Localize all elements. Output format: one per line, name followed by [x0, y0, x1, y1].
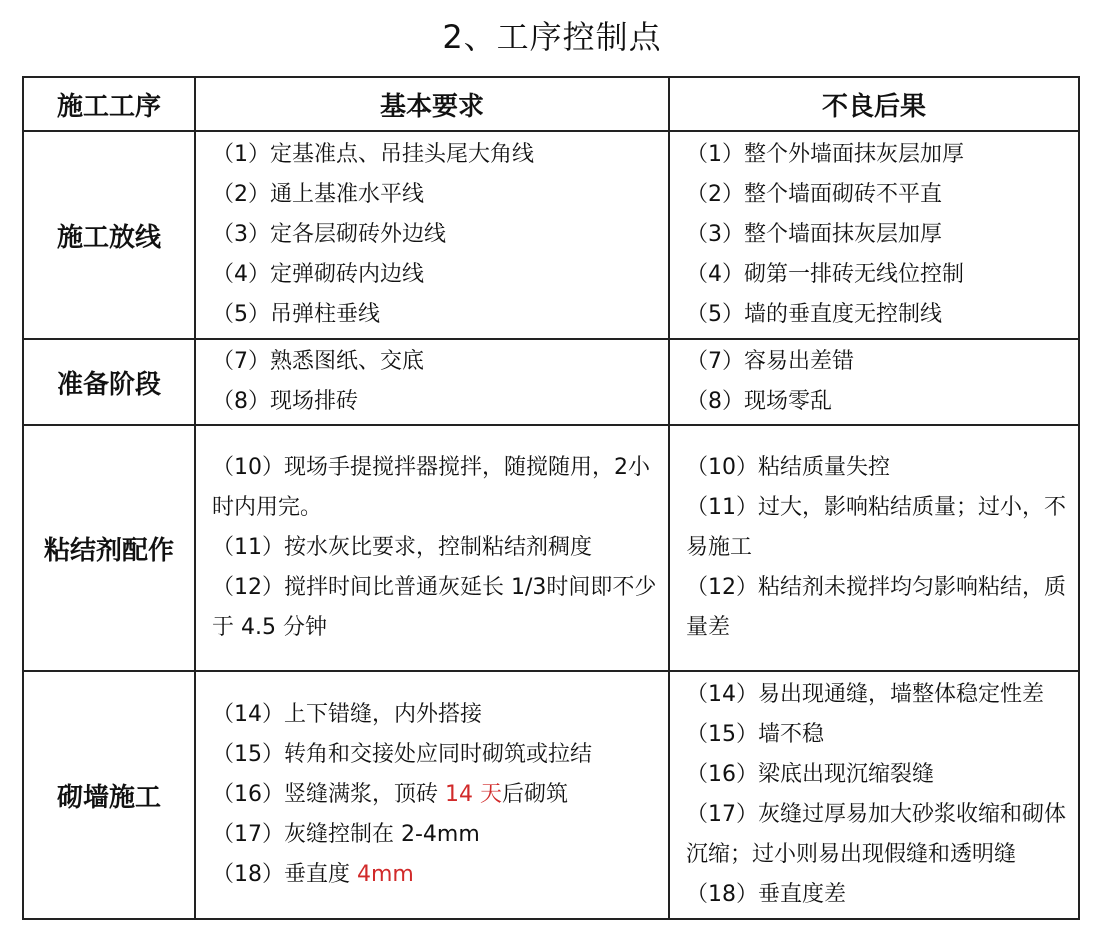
- item-text: 后砌筑: [502, 782, 569, 807]
- list-item: （11）过大，影响粘结质量；过小，不易施工: [686, 495, 1066, 560]
- table-row: [23, 425, 1079, 671]
- list-item: （1）定基准点、吊挂头尾大角线: [212, 142, 534, 167]
- list-item: （3）整个墙面抹灰层加厚: [686, 222, 942, 247]
- list-item: （10）粘结质量失控: [686, 455, 890, 480]
- list-item: （1）整个外墙面抹灰层加厚: [686, 142, 964, 167]
- consequences-cell: [669, 339, 1079, 425]
- requirements-cell: [195, 339, 669, 425]
- list-item: （7）熟悉图纸、交底: [212, 349, 424, 374]
- item-text: （16）竖缝满浆，顶砖: [212, 782, 445, 807]
- list-item: [212, 855, 658, 895]
- header-step: 施工工序: [23, 77, 195, 131]
- list-item: （12）搅拌时间比普通灰延长 1/3时间即不少于 4.5 分钟: [212, 575, 657, 640]
- highlight-text: 14 天: [445, 782, 502, 807]
- list-item: （8）现场排砖: [212, 389, 358, 414]
- consequences-cell: [669, 131, 1079, 339]
- list-item: （17）灰缝过厚易加大砂浆收缩和砌体沉缩；过小则易出现假缝和透明缝: [686, 802, 1066, 867]
- list-item: （5）墙的垂直度无控制线: [686, 302, 942, 327]
- requirements-cell: [195, 131, 669, 339]
- consequences-cell: [669, 425, 1079, 671]
- list-item: （5）吊弹柱垂线: [212, 302, 380, 327]
- list-item: （10）现场手提搅拌器搅拌，随搅随用，2小时内用完。: [212, 455, 650, 520]
- list-item: （16）梁底出现沉缩裂缝: [686, 762, 934, 787]
- list-item: [212, 775, 658, 815]
- header-requirements: 基本要求: [195, 77, 669, 131]
- list-item: （8）现场零乱: [686, 389, 832, 414]
- list-item: （3）定各层砌砖外边线: [212, 222, 446, 247]
- consequences-cell: [669, 671, 1079, 919]
- list-item: （18）垂直度差: [686, 882, 846, 907]
- step-cell: 砌墙施工: [23, 671, 195, 919]
- list-item: （12）粘结剂未搅拌均匀影响粘结，质量差: [686, 575, 1066, 640]
- requirements-cell: [195, 425, 669, 671]
- step-cell: 准备阶段: [23, 339, 195, 425]
- table-row: [23, 339, 1079, 425]
- list-item: （2）通上基准水平线: [212, 182, 424, 207]
- step-cell: 粘结剂配作: [23, 425, 195, 671]
- header-consequences: 不良后果: [669, 77, 1079, 131]
- process-control-table: [22, 76, 1080, 920]
- list-item: （14）上下错缝，内外搭接: [212, 702, 482, 727]
- list-item: （2）整个墙面砌砖不平直: [686, 182, 942, 207]
- requirements-cell: [195, 671, 669, 919]
- step-cell: 施工放线: [23, 131, 195, 339]
- list-item: （17）灰缝控制在 2-4mm: [212, 822, 480, 847]
- page-title: 2、工序控制点: [442, 18, 662, 56]
- highlight-text: 4mm: [357, 862, 414, 887]
- item-text: （18）垂直度: [212, 862, 357, 887]
- list-item: （4）砌第一排砖无线位控制: [686, 262, 964, 287]
- list-item: （15）墙不稳: [686, 722, 824, 747]
- list-item: （14）易出现通缝，墙整体稳定性差: [686, 682, 1044, 707]
- list-item: （7）容易出差错: [686, 349, 854, 374]
- list-item: （4）定弹砌砖内边线: [212, 262, 424, 287]
- table-row: [23, 671, 1079, 919]
- header-row: [23, 77, 1079, 131]
- list-item: （15）转角和交接处应同时砌筑或拉结: [212, 742, 592, 767]
- list-item: （11）按水灰比要求，控制粘结剂稠度: [212, 535, 592, 560]
- table-row: [23, 131, 1079, 339]
